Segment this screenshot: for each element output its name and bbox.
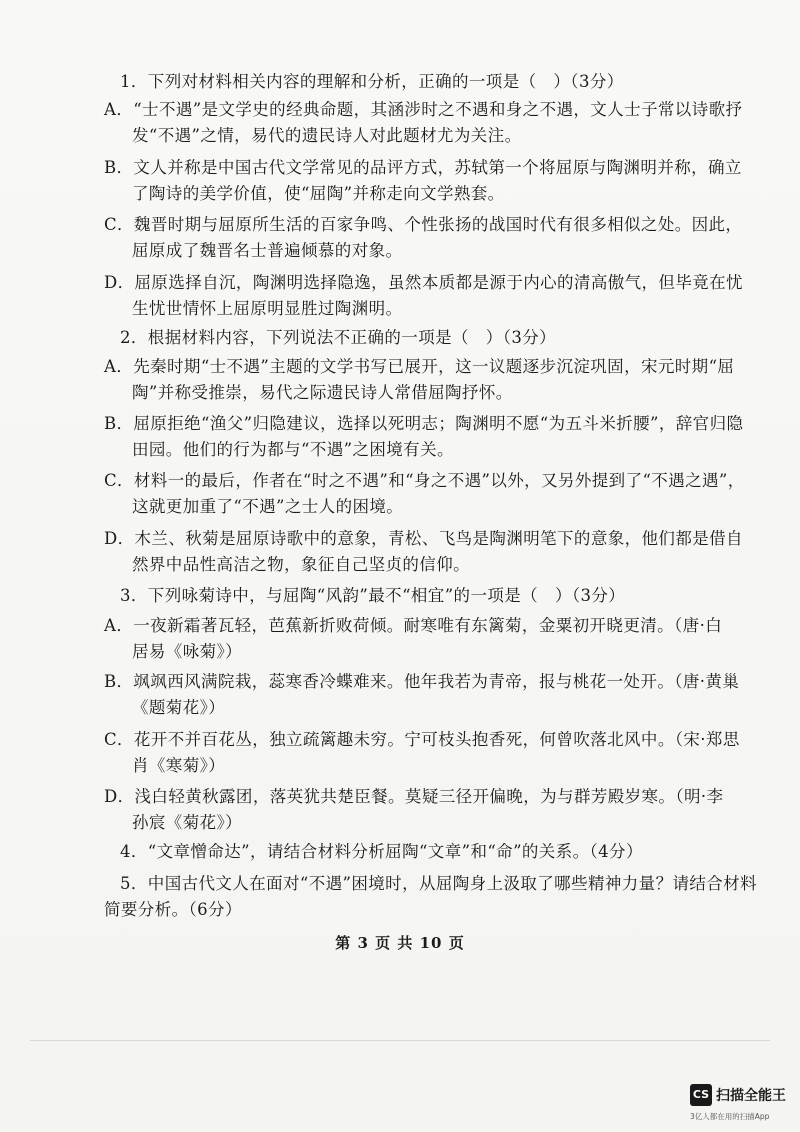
question-3-option-C: C．花开不并百花丛，独立疏篱趣未穷。宁可枝头抱香死，何曾吹落北风中。（宋·郑思 (104, 730, 740, 749)
question-1-option-A: 发“不遇”之情，易代的遗民诗人对此题材尤为关注。 (132, 126, 522, 145)
question-5-stem: 简要分析。（6分） (104, 900, 242, 919)
watermark-tagline: 3亿人都在用的扫描App (690, 1112, 770, 1121)
question-1-option-C: 屈原成了魏晋名士普遍倾慕的对象。 (132, 241, 403, 260)
question-1-option-D: D．屈原选择自沉，陶渊明选择隐逸，虽然本质都是源于内心的清高傲气，但毕竟在忧 (104, 273, 743, 292)
question-4-stem: 4．“文章憎命达”，请结合材料分析屈陶“文章”和“命”的关系。（4分） (120, 842, 643, 861)
question-3-option-B: B．飒飒西风满院栽，蕊寒香冷蝶难来。他年我若为青帝，报与桃花一处开。（唐·黄巢 (104, 672, 740, 691)
camscanner-logo-icon: CS (690, 1084, 712, 1106)
question-2-option-B: B．屈原拒绝“渔父”归隐建议，选择以死明志；陶渊明不愿“为五斗米折腰”，辞官归隐 (104, 414, 744, 433)
question-3-option-C: 肖《寒菊》） (132, 756, 226, 775)
question-3-option-D: 孙宸《菊花》） (132, 813, 243, 832)
question-3-option-B: 《题菊花》） (132, 698, 226, 717)
page-number: 第 3 页 共 10 页 (335, 934, 465, 952)
watermark-name: 扫描全能王 (716, 1088, 786, 1104)
scanner-watermark (690, 1084, 800, 1128)
question-1-option-A: A．“士不遇”是文学史的经典命题，其涵涉时之不遇和身之不遇，文人士子常以诗歌抒 (104, 100, 743, 119)
question-1-option-B: B．文人并称是中国古代文学常见的品评方式，苏轼第一个将屈原与陶渊明并称，确立 (104, 158, 742, 177)
question-1-option-C: C．魏晋时期与屈原所生活的百家争鸣、个性张扬的战国时代有很多相似之处。因此， (104, 215, 743, 234)
question-3-option-D: D．浅白轻黄秋露团，落英犹共楚臣餐。莫疑三径开偏晚，为与群芳殿岁寒。（明·李 (104, 787, 724, 806)
question-3-stem: 3．下列咏菊诗中，与屈陶“风韵”最不“相宜”的一项是（ ）（3分） (120, 586, 626, 605)
question-1-stem: 1．下列对材料相关内容的理解和分析，正确的一项是（ ）（3分） (120, 72, 624, 91)
question-2-option-D: D．木兰、秋菊是屈原诗歌中的意象，青松、飞鸟是陶渊明笔下的意象，他们都是借自 (104, 529, 743, 548)
question-1-option-D: 生忧世情怀上屈原明显胜过陶渊明。 (132, 299, 403, 318)
question-2-option-D: 然界中品性高洁之物，象征自己坚贞的信仰。 (132, 555, 470, 574)
question-2-option-A: 陶”并称受推崇，易代之际遗民诗人常借屈陶抒怀。 (132, 383, 513, 402)
scan-edge-line (30, 1040, 770, 1041)
question-3-option-A: A．一夜新霜著瓦轻，芭蕉新折败荷倾。耐寒唯有东篱菊，金粟初开晓更清。（唐·白 (104, 616, 723, 635)
question-2-option-B: 田园。他们的行为都与“不遇”之困境有关。 (132, 440, 454, 459)
question-3-option-A: 居易《咏菊》） (132, 642, 243, 661)
question-1-option-B: 了陶诗的美学价值，使“屈陶”并称走向文学熟套。 (132, 184, 505, 203)
question-2-option-A: A．先秦时期“士不遇”主题的文学书写已展开，这一议题逐步沉淀巩固，宋元时期“屈 (104, 357, 735, 376)
question-2-option-C: C．材料一的最后，作者在“时之不遇”和“身之不遇”以外，又另外提到了“不遇之遇”， (104, 471, 745, 490)
question-5-stem: 5．中国古代文人在面对“不遇”困境时，从屈陶身上汲取了哪些精神力量？请结合材料 (120, 874, 757, 893)
question-2-stem: 2．根据材料内容，下列说法不正确的一项是（ ）（3分） (120, 328, 557, 347)
question-2-option-C: 这就更加重了“不遇”之士人的困境。 (132, 497, 404, 516)
